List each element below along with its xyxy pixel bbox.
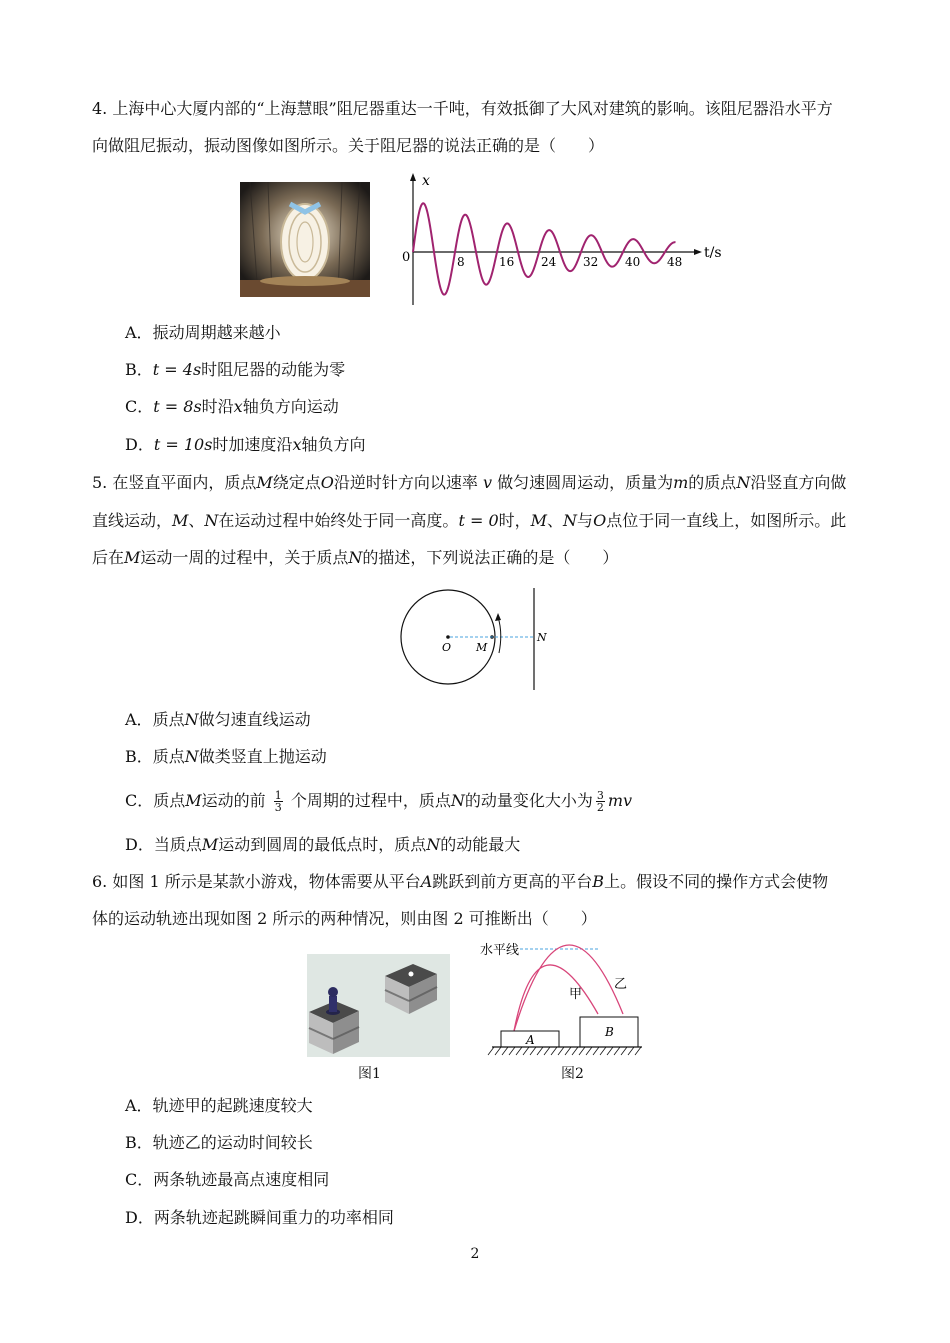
q4-option-c[interactable]: C．t = 8s时沿x轴负方向运动 bbox=[125, 397, 339, 416]
math-var: x bbox=[233, 397, 243, 416]
q5-option-a[interactable]: A．质点N做匀速直线运动 bbox=[125, 710, 311, 729]
q5-option-d[interactable]: D．当质点M运动到圆周的最低点时，质点N的动能最大 bbox=[125, 835, 521, 854]
graph-origin: 0 bbox=[402, 250, 411, 265]
tick-label: 16 bbox=[499, 255, 515, 269]
damper-photo bbox=[240, 182, 370, 297]
q5-option-b[interactable]: B．质点N做类竖直上抛运动 bbox=[125, 747, 327, 766]
game-screenshot bbox=[307, 954, 450, 1057]
q6-option-c[interactable]: C．两条轨迹最高点速度相同 bbox=[125, 1170, 330, 1189]
q4-option-a[interactable] bbox=[125, 321, 281, 345]
fraction-one-third: $\frac{1}{3}$ bbox=[274, 789, 282, 814]
math-expression: t = 10s bbox=[153, 435, 213, 454]
label-n: N bbox=[537, 631, 547, 644]
ground-hatch bbox=[488, 1047, 641, 1055]
tick-label: 8 bbox=[457, 255, 465, 269]
label-o: O bbox=[442, 641, 452, 654]
tick-label: 40 bbox=[625, 255, 641, 269]
q4-stem-line1: 4. 上海中心大厦内部的“上海慧眼”阻尼器重达一千吨，有效抵御了大风对建筑的影响。该阻尼器沿水平方 bbox=[92, 99, 833, 118]
math-expression: t = 8s bbox=[153, 397, 202, 416]
q5-stem-line1: 5. 在竖直平面内，质点M绕定点O沿逆时针方向以速率 v 做匀速圆周运动，质量为m的质点N沿竖直方向做 bbox=[92, 473, 847, 492]
tick-label: 48 bbox=[667, 255, 683, 269]
fraction-three-halves: $\frac{3}{2}$ bbox=[596, 789, 604, 814]
option-label: B． bbox=[125, 360, 153, 379]
label-b: B bbox=[605, 1025, 614, 1039]
figure2-caption: 图2 bbox=[561, 1066, 584, 1082]
arrow-head-icon bbox=[495, 613, 501, 621]
math-var: x bbox=[292, 435, 302, 454]
q6-option-b[interactable]: B．轨迹乙的运动时间较长 bbox=[125, 1133, 313, 1152]
q4-stem-line2: 向做阻尼振动，振动图像如图所示。关于阻尼器的说法正确的是（ ） bbox=[92, 136, 605, 155]
label-jia: 甲 bbox=[569, 987, 583, 1002]
option-label: C． bbox=[125, 397, 154, 416]
tick-label: 24 bbox=[541, 255, 557, 269]
q6-stem-line1: 6. 如图 1 所示是某款小游戏，物体需要从平台A跳跃到前方更高的平台B上。假设不同的操作方式会使物 bbox=[92, 872, 829, 891]
figure1-caption: 图1 bbox=[358, 1066, 381, 1082]
page-number: 2 bbox=[470, 1246, 480, 1262]
damped-oscillation-graph bbox=[398, 170, 728, 310]
option-text: 振动周期越来越小 bbox=[152, 323, 281, 342]
circular-motion-figure bbox=[398, 585, 558, 695]
graph-y-arrow bbox=[410, 173, 416, 181]
graph-x-label: t/s bbox=[704, 245, 722, 261]
graph-y-label: x bbox=[422, 173, 430, 189]
option-text: 时阻尼器的动能为零 bbox=[201, 360, 346, 379]
horizontal-line-label: 水平线 bbox=[480, 943, 520, 958]
tick-label: 32 bbox=[583, 255, 599, 269]
rotation-arrow bbox=[498, 617, 501, 653]
label-a: A bbox=[526, 1033, 535, 1047]
label-yi: 乙 bbox=[614, 977, 628, 992]
option-label: D． bbox=[125, 435, 154, 454]
q4-option-d[interactable]: D．t = 10s时加速度沿x轴负方向 bbox=[125, 435, 366, 454]
q4-option-b[interactable] bbox=[125, 358, 345, 382]
q6-option-a[interactable]: A．轨迹甲的起跳速度较大 bbox=[125, 1096, 313, 1115]
q6-option-d[interactable]: D．两条轨迹起跳瞬间重力的功率相同 bbox=[125, 1208, 394, 1227]
graph-x-arrow bbox=[694, 249, 702, 255]
oscillation-curve bbox=[413, 203, 676, 294]
trajectory-diagram bbox=[480, 938, 645, 1060]
math-expression: t = 4s bbox=[152, 360, 202, 379]
point-o bbox=[446, 635, 450, 639]
q6-stem-line2: 体的运动轨迹出现如图 2 所示的两种情况，则由图 2 可推断出（ ） bbox=[92, 909, 597, 928]
q5-stem-line3: 后在M运动一周的过程中，关于质点N的描述，下列说法正确的是（ ） bbox=[92, 548, 619, 567]
q5-option-c[interactable]: C．质点M运动的前 $\frac{1}{3}$ 个周期的过程中，质点N的动量变化大小为 $\frac{3}{2}$ mv bbox=[125, 789, 633, 814]
option-label: A． bbox=[125, 323, 153, 342]
q5-stem-line2: 直线运动，M、N在运动过程中始终处于同一高度。t = 0时，M、N与O点位于同一直线上，如图所示。此 bbox=[92, 511, 847, 530]
label-m: M bbox=[476, 641, 488, 654]
